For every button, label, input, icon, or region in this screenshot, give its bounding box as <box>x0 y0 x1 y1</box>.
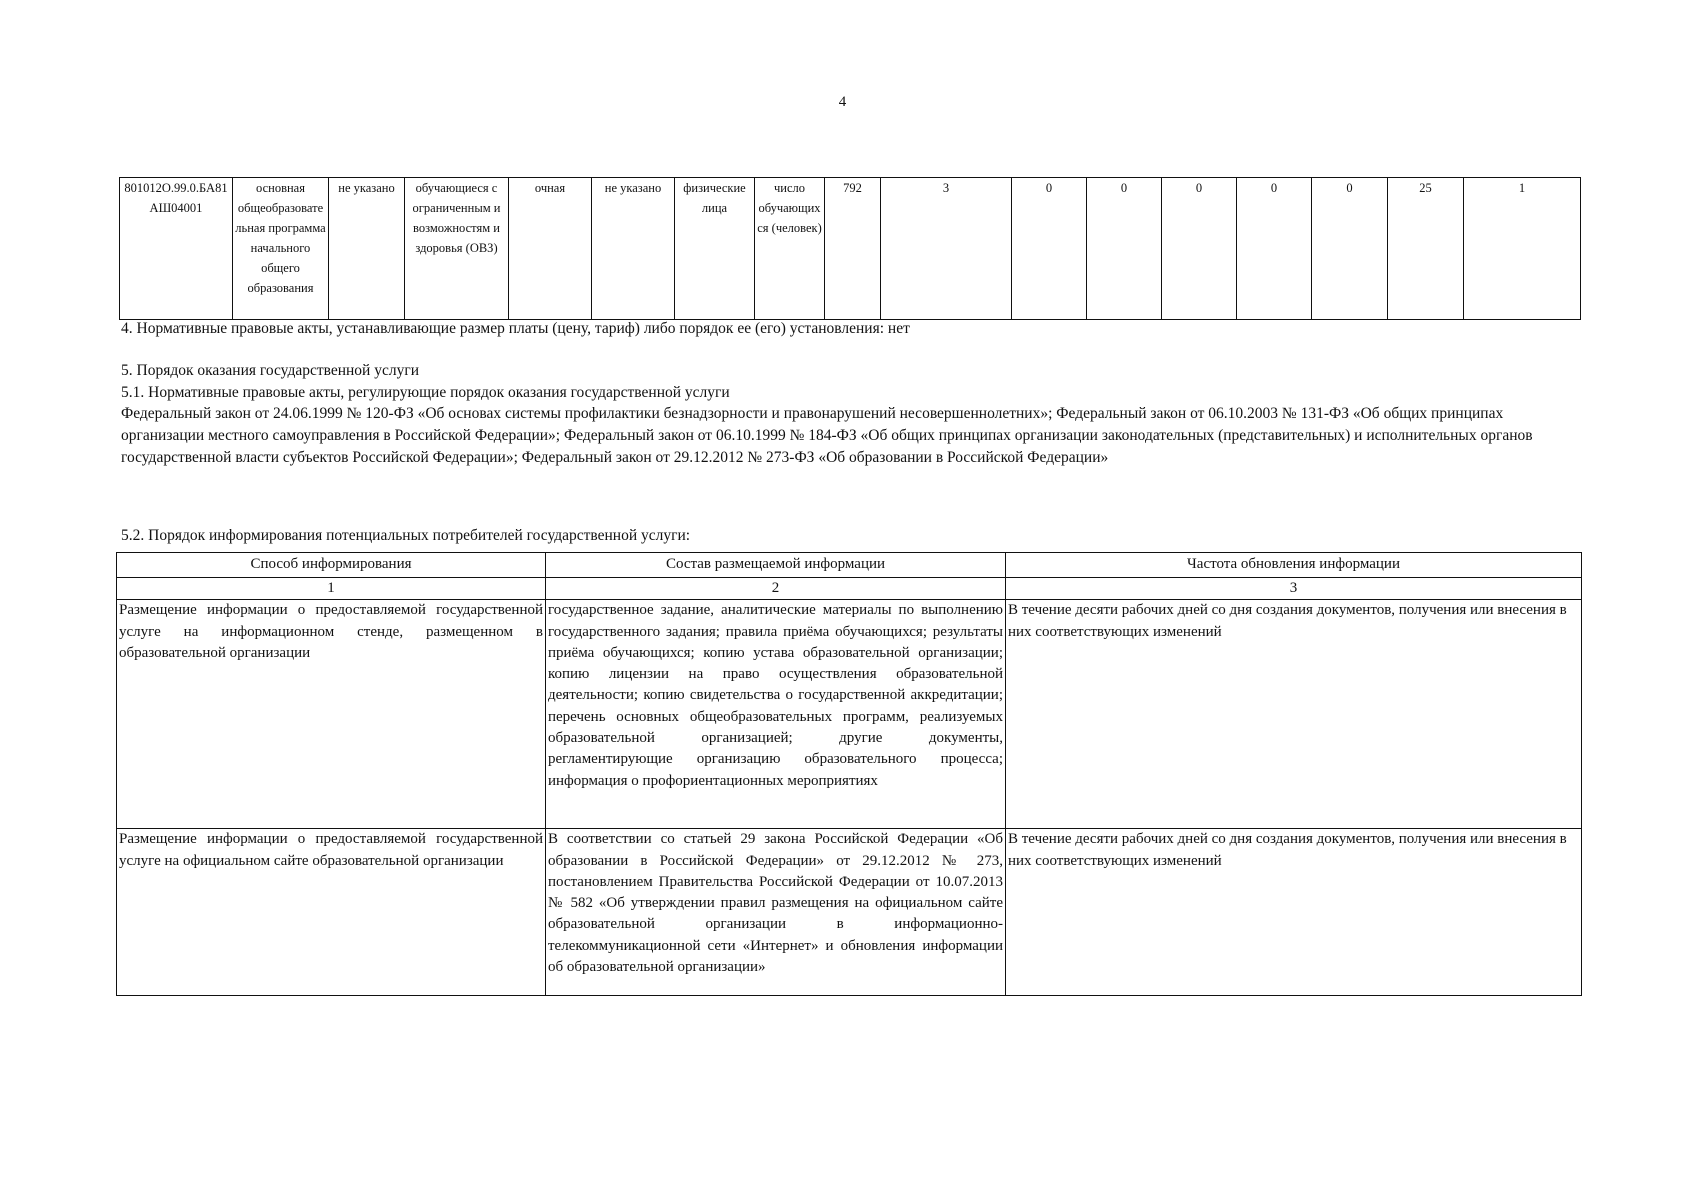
value-cell: 0 <box>1012 178 1087 320</box>
column-number: 2 <box>546 578 1006 600</box>
column-number: 3 <box>1006 578 1582 600</box>
value-cell: 0 <box>1312 178 1388 320</box>
method-cell: Размещение информации о предоставляемой государственной услуге на официальном сайте образовательной организации <box>117 829 546 996</box>
column-header: Состав размещаемой информации <box>546 553 1006 578</box>
section-5-2-heading: 5.2. Порядок информирования потенциальных потребителей государственной услуги: <box>121 527 691 544</box>
page-number: 4 <box>838 94 847 110</box>
unit-code-cell: 792 <box>825 178 881 320</box>
table-cell: не указано <box>329 178 405 320</box>
frequency-cell: В течение десяти рабочих дней со дня создания документов, получения или внесения в них соответствующих изменений <box>1006 600 1582 829</box>
value-cell: 25 <box>1388 178 1464 320</box>
frequency-cell: В течение десяти рабочих дней со дня создания документов, получения или внесения в них соответствующих изменений <box>1006 829 1582 996</box>
table-row <box>120 178 1581 320</box>
section-5-heading: 5. Порядок оказания государственной услуги <box>121 362 419 379</box>
service-indicator-table <box>119 177 1581 320</box>
indicator-cell: число обучающихся (человек) <box>755 178 825 320</box>
program-cell: основная общеобразовательная программа начального общего образования <box>233 178 329 320</box>
informing-table <box>116 552 1582 996</box>
table-row <box>117 600 1582 829</box>
value-cell: 0 <box>1237 178 1312 320</box>
consumers-cell: физические лица <box>675 178 755 320</box>
value-cell: 0 <box>1162 178 1237 320</box>
column-header: Способ информирования <box>117 553 546 578</box>
laws-paragraph: Федеральный закон от 24.06.1999 № 120-ФЗ «Об основах системы профилактики безнадзорности и правонарушений несовершеннолетних»; Федеральный закон от 06.10.2003 № 131-ФЗ «Об общих принципах организации местного самоуправления в Российской Федерации»; Федеральный закон от 06.10.1999 № 184-ФЗ «Об общих принципах организации законодательных (представительных) и исполнительных органов государственной власти субъектов Российской Федерации»; Федеральный закон от 29.12.2012 № 273-ФЗ «Об образовании в Российской Федерации» <box>121 405 1533 466</box>
section-4-text: 4. Нормативные правовые акты, устанавливающие размер платы (цену, тариф) либо порядок ее (его) установления: нет <box>121 320 910 337</box>
column-number: 1 <box>117 578 546 600</box>
column-header: Частота обновления информации <box>1006 553 1582 578</box>
method-cell: Размещение информации о предоставляемой государственной услуге на информационном стенде, размещенном в образовательной организации <box>117 600 546 829</box>
column-number-row <box>117 578 1582 600</box>
section-5-1-heading: 5.1. Нормативные правовые акты, регулирующие порядок оказания государственной услуги <box>121 384 730 401</box>
form-cell: очная <box>509 178 592 320</box>
content-cell: государственное задание, аналитические материалы по выполнению государственного задания; правила приёма обучающихся; результаты приёма обучающихся; копию устава образовательной организации; копию лицензии на право осуществления образовательной деятельности; копию свидетельства о государственной аккредитации; перечень основных общеобразовательных программ, реализуемых образовательной организацией; другие документы, регламентирующие организацию образовательного процесса; информация о профориентационных мероприятиях <box>546 600 1006 829</box>
registry-code-cell: 801012О.99.0.БА81АШ04001 <box>120 178 233 320</box>
content-cell: В соответствии со статьей 29 закона Российской Федерации «Об образовании в Российской Федерации» от 29.12.2012 № 273, постановлением Правительства Российской Федерации от 10.07.2013 № 582 «Об утверждении правил размещения на официальном сайте образовательной организации в информационно-телекоммуникационной сети «Интернет» и обновления информации об образовательной организации» <box>546 829 1006 996</box>
table-row <box>117 829 1582 996</box>
table-header-row <box>117 553 1582 578</box>
value-cell: 0 <box>1087 178 1162 320</box>
category-cell: обучающиеся с ограниченным и возможностям и здоровья (ОВЗ) <box>405 178 509 320</box>
value-cell: 1 <box>1464 178 1581 320</box>
value-cell: 3 <box>881 178 1012 320</box>
table-cell: не указано <box>592 178 675 320</box>
